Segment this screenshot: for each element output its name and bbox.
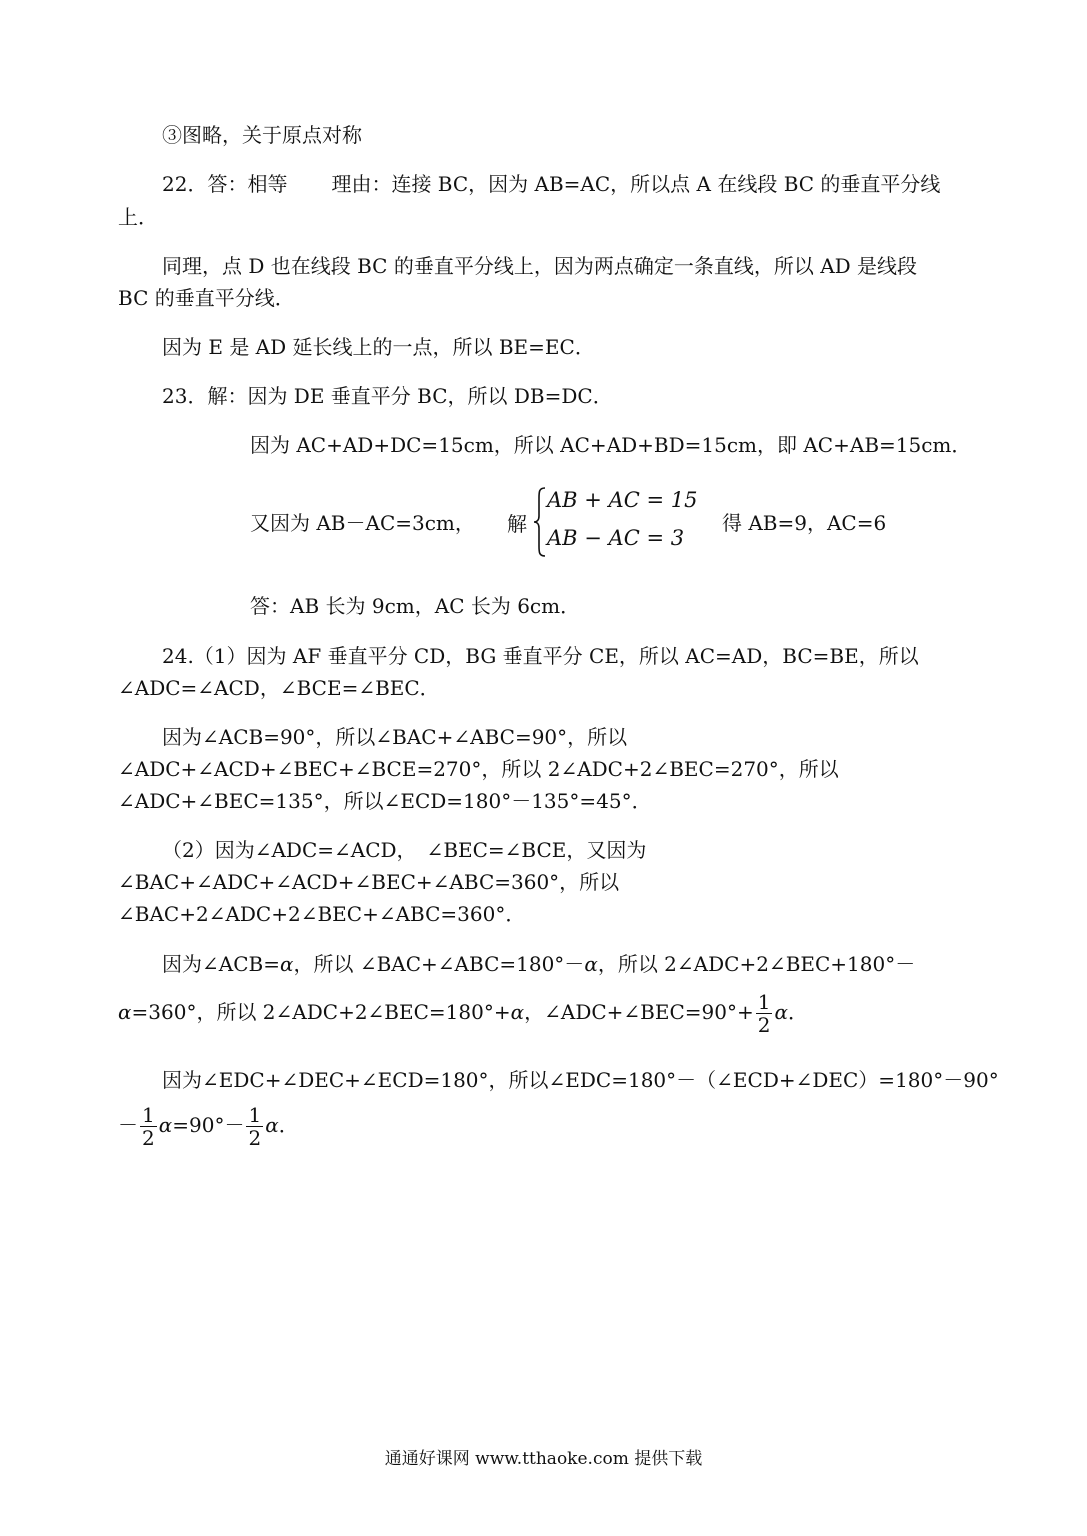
fraction-one-half: $\frac{1}{2}$: [248, 1103, 262, 1150]
text-line: ③图略，关于原点对称: [162, 123, 362, 147]
text-line: 23．解：因为 DE 垂直平分 BC，所以 DB=DC．: [162, 384, 613, 408]
text-line: [162, 170, 940, 198]
solve-label: 解: [507, 512, 527, 536]
text-line: α=360°，所以 2∠ADC+2∠BEC=180°+α，∠ADC+∠BEC=90°+ $\frac{1}{2}$ α．: [118, 990, 808, 1037]
text-line: （2）因为∠ADC=∠ACD， ∠BEC=∠BCE，又因为: [162, 838, 647, 862]
text-line: ∠ADC+∠ACD+∠BEC+∠BCE=270°，所以 2∠ADC+2∠BEC=270°，所以: [118, 757, 839, 781]
answer-22-reason: 理由：连接 BC，因为 AB=AC，所以点 A 在线段 BC 的垂直平分线: [331, 172, 941, 196]
answer-22-label: 22．答：相等: [162, 172, 288, 196]
alpha-symbol: α: [158, 1113, 173, 1137]
text-line: BC 的垂直平分线．: [118, 286, 295, 310]
text-line: 24.（1）因为 AF 垂直平分 CD，BG 垂直平分 CE，所以 AC=AD，BC=BE，所以: [162, 644, 919, 668]
text-line: 同理，点 D 也在线段 BC 的垂直平分线上，因为两点确定一条直线，所以 AD 是线段: [162, 254, 918, 278]
alpha-symbol: α: [510, 1000, 525, 1024]
text-line: 因为 E 是 AD 延长线上的一点，所以 BE=EC．: [162, 335, 595, 359]
text-line: 上．: [118, 205, 158, 229]
text-line: 因为∠ACB=α，所以 ∠BAC+∠ABC=180°－α，所以 2∠ADC+2∠BEC+180°－: [162, 952, 916, 976]
alpha-symbol: α: [774, 1000, 788, 1024]
alpha-symbol: α: [265, 1113, 279, 1137]
text-line: 得 AB=9，AC=6: [722, 511, 887, 535]
text-line: 答：AB 长为 9cm，AC 长为 6cm．: [250, 594, 581, 618]
text-line: ∠ADC+∠BEC=135°，所以∠ECD=180°－135°=45°．: [118, 789, 652, 813]
fraction-one-half: $\frac{1}{2}$: [757, 990, 771, 1037]
text-line: 又因为 AB－AC=3cm，: [250, 511, 475, 535]
equation-2: AB − AC = 3: [547, 526, 685, 550]
text-line: 因为∠EDC+∠DEC+∠ECD=180°，所以∠EDC=180°－（∠ECD+∠DEC）=180°－90°: [162, 1068, 999, 1092]
alpha-symbol: α: [118, 1000, 132, 1024]
text-line: ∠ADC=∠ACD，∠BCE=∠BEC．: [118, 676, 440, 700]
text-line: 因为∠ACB=90°，所以∠BAC+∠ABC=90°，所以: [162, 725, 628, 749]
text-line: 因为 AC+AD+DC=15cm，所以 AC+AD+BD=15cm，即 AC+AB=15cm．: [250, 433, 972, 457]
equation-1: AB + AC = 15: [547, 488, 698, 512]
alpha-symbol: α: [584, 952, 598, 976]
text-line: － $\frac{1}{2}$ α=90°－ $\frac{1}{2}$ α．: [118, 1103, 299, 1150]
page-footer: 通通好课网 www.tthaoke.com 提供下载: [384, 1449, 703, 1469]
fraction-one-half: $\frac{1}{2}$: [142, 1103, 155, 1150]
text-line: ∠BAC+∠ADC+∠ACD+∠BEC+∠ABC=360°，所以: [118, 870, 620, 894]
alpha-symbol: α: [279, 952, 294, 976]
text-line: ∠BAC+2∠ADC+2∠BEC+∠ABC=360°．: [118, 902, 526, 926]
left-brace-icon: [533, 486, 547, 558]
